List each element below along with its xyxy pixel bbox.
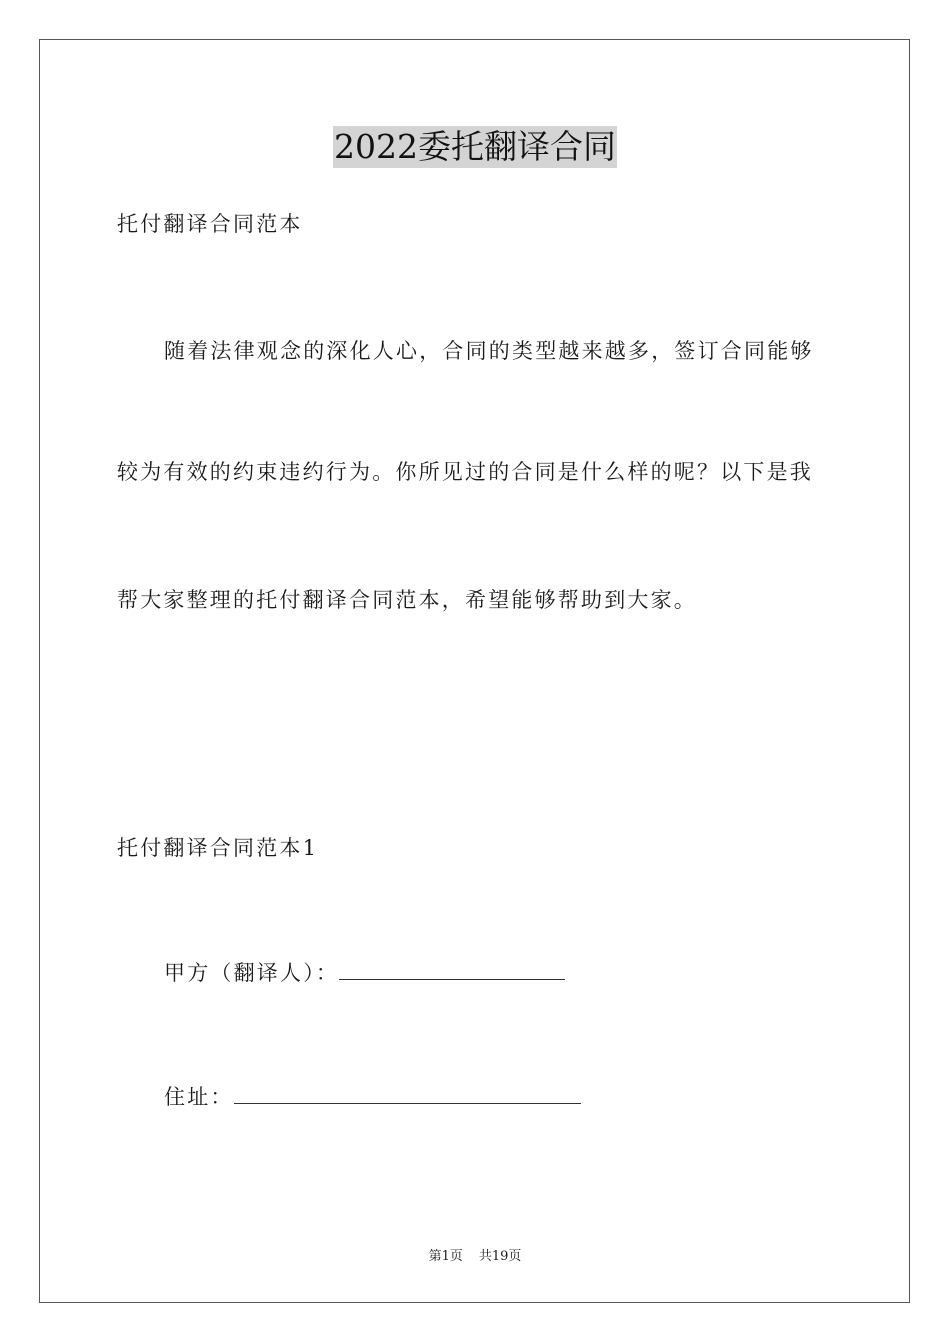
intro-line-2: 较为有效的约束违约行为。你所见过的合同是什么样的呢？以下是我 <box>117 460 813 484</box>
field-address-blank <box>234 1081 581 1104</box>
field-address-label: 住址： <box>164 1085 234 1109</box>
section-heading: 托付翻译合同范本1 <box>117 836 319 860</box>
field-party-a-label: 甲方（翻译人）： <box>164 961 340 985</box>
document-subtitle: 托付翻译合同范本 <box>117 212 303 236</box>
title-container <box>0 126 950 168</box>
page-footer <box>0 1248 950 1266</box>
field-party-a <box>164 957 565 988</box>
field-party-a-blank <box>339 957 565 980</box>
field-address <box>164 1081 581 1112</box>
footer-page-current: 第1页 <box>428 1249 463 1264</box>
footer-page-total: 共19页 <box>478 1249 522 1264</box>
intro-line-3: 帮大家整理的托付翻译合同范本，希望能够帮助到大家。 <box>117 588 697 612</box>
document-title: 2022委托翻译合同 <box>334 127 616 166</box>
intro-line-1: 随着法律观念的深化人心，合同的类型越来越多，签订合同能够 <box>164 339 814 363</box>
